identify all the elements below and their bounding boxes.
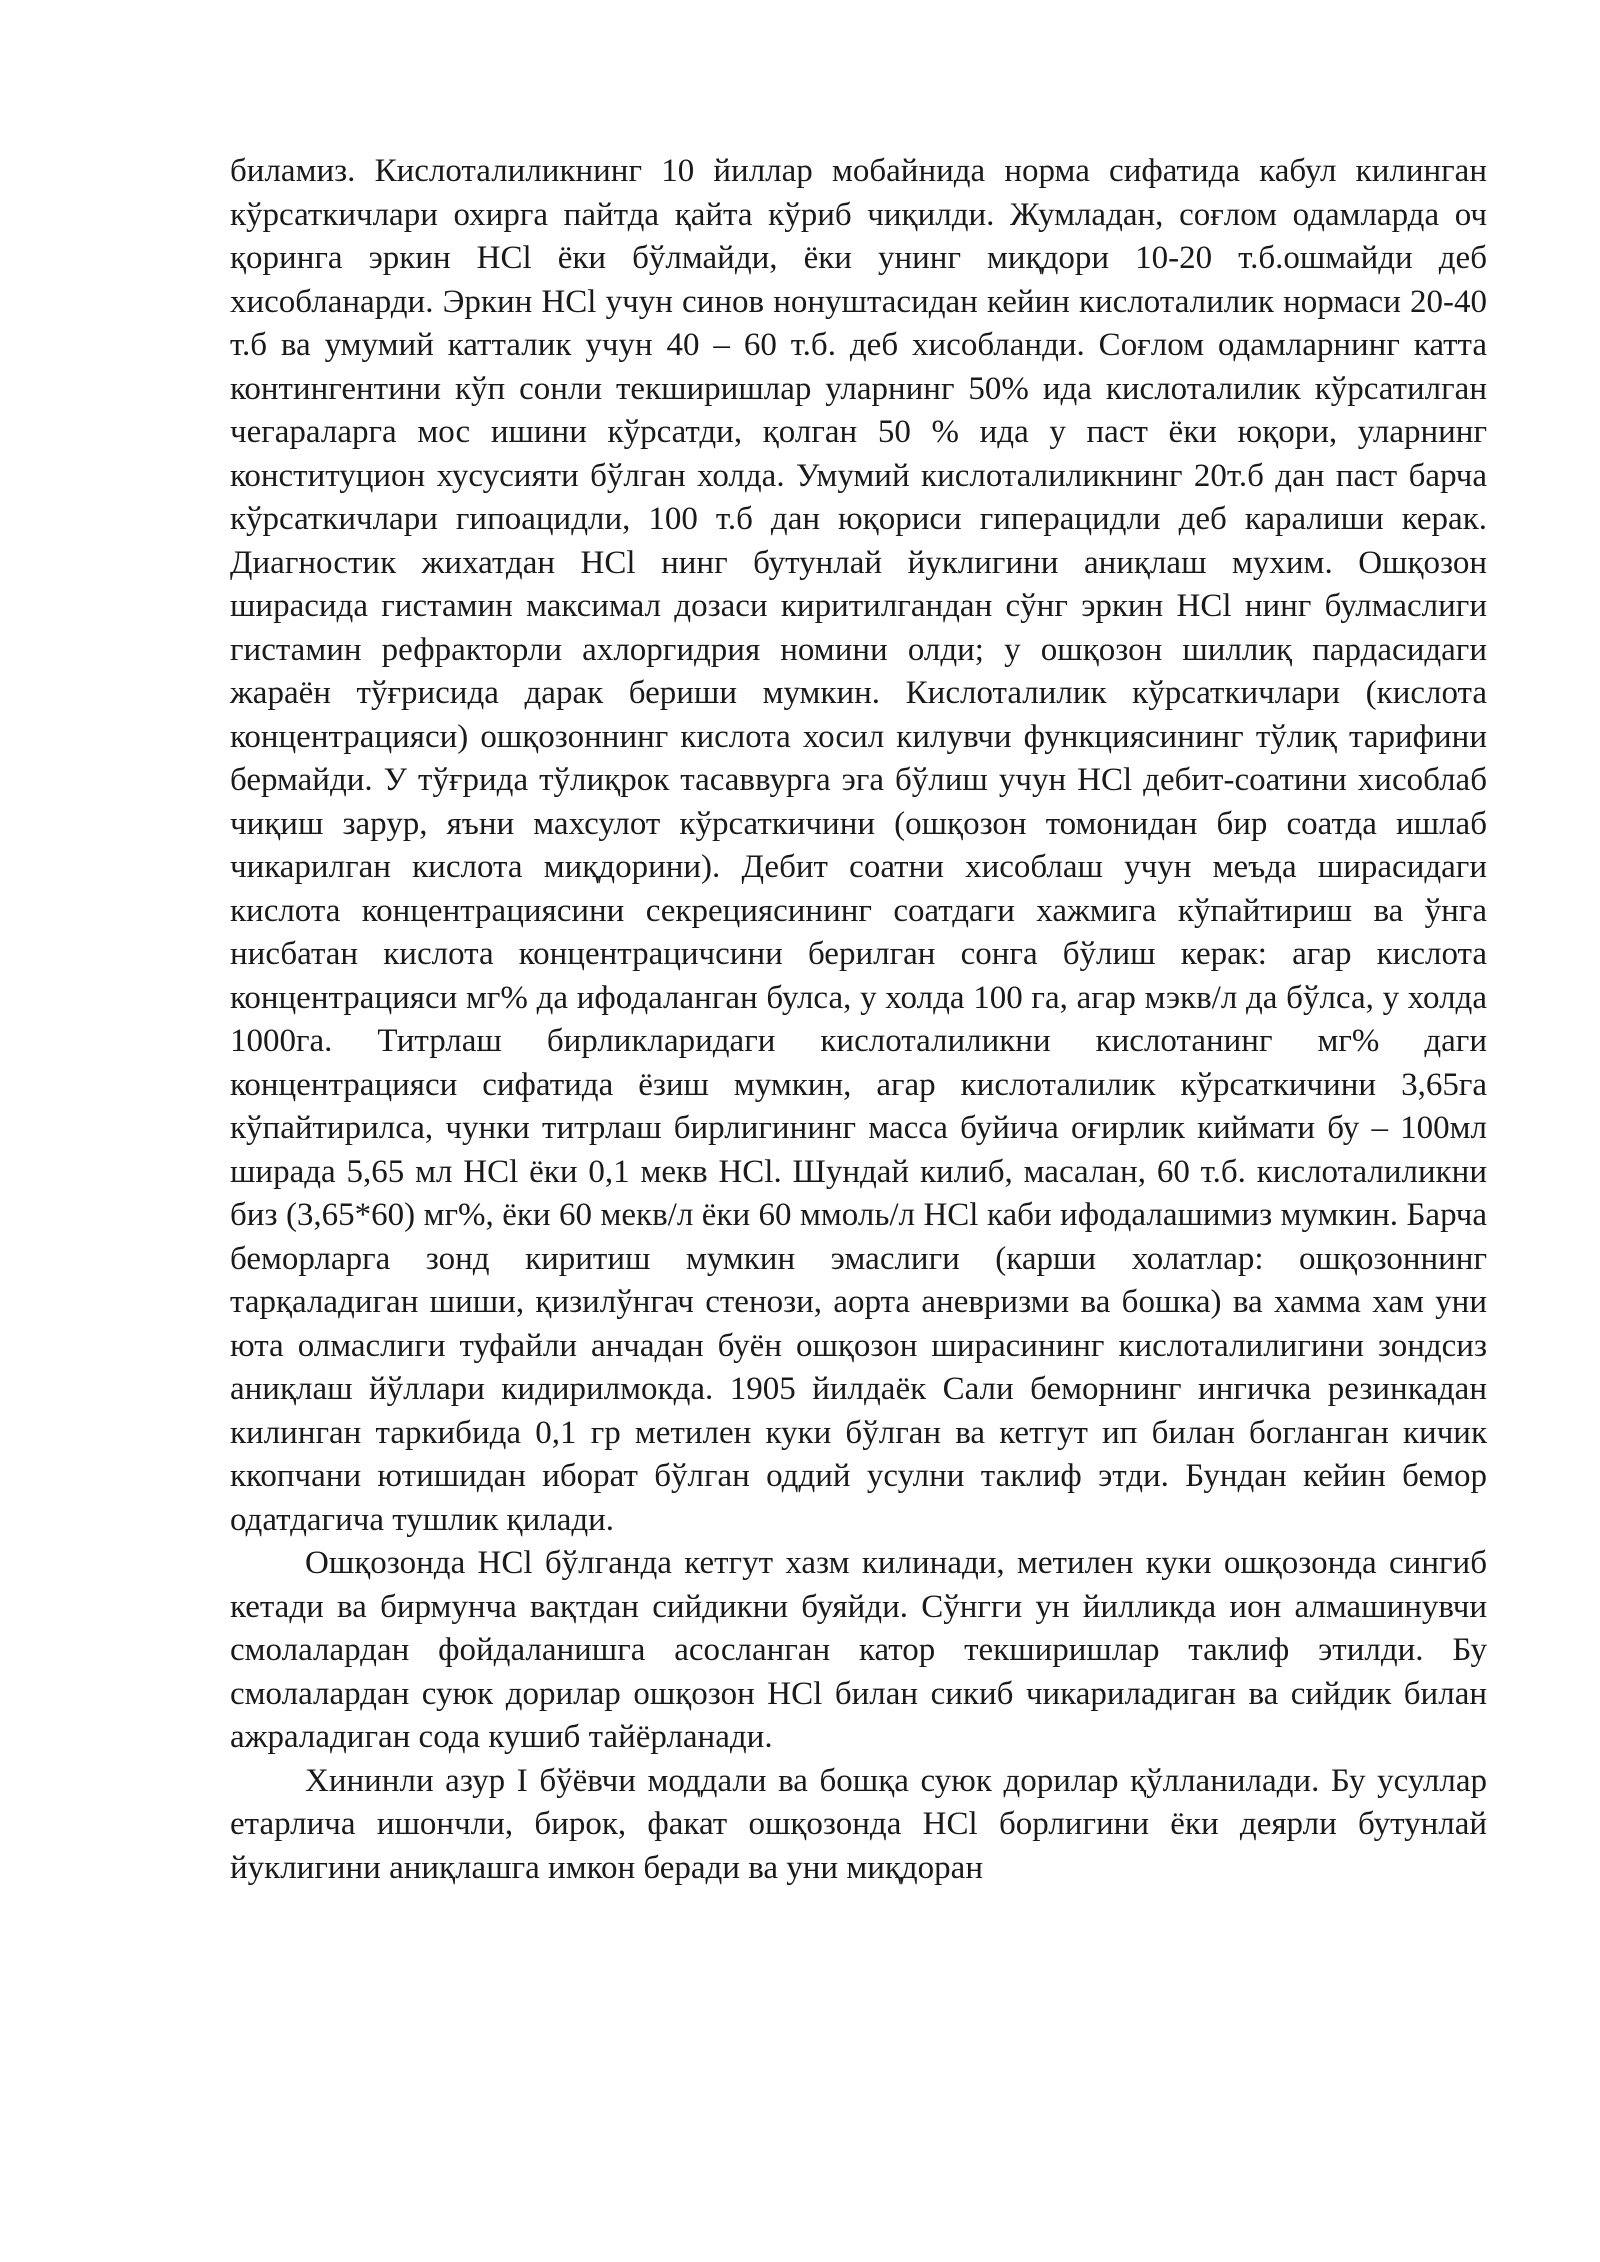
paragraph-3: Хининли азур I бўёвчи моддали ва бошқа суюк дорилар қўлланилади. Бу усуллар етарлича ишончли, бирок, факат ошқозонда HCl борлигини ёки деярли бутунлай йуклигини аниқлашга имкон беради ва уни миқдоран	[230, 1762, 1487, 1886]
paragraph-2: Ошқозонда HCl бўлганда кетгут хазм килинади, метилен куки ошқозонда сингиб кетади ва бирмунча вақтдан сийдикни буяйди. Сўнгги ун йилликда ион алмашинувчи смолалардан фойдаланишга асосланган катор текширишлар таклиф этилди. Бу смолалардан суюк дорилар ошқозон HCl билан сикиб чикариладиган ва сийдик билан ажраладиган сода кушиб тайёрланади.	[230, 1545, 1487, 1755]
paragraph-1: биламиз. Кислоталиликнинг 10 йиллар мобайнида норма сифатида кабул килинган кўрсаткичлари охирга пайтда қайта кўриб чиқилди. Жумладан, соғлом одамларда оч қоринга эркин HCl ёки бўлмайди, ёки унинг миқдори 10-20 т.б.ошмайди деб хисобланарди. Эркин HCl учун синов нонуштасидан кейин кислоталилик нормаси 20-40 т.б ва умумий катталик учун 40 – 60 т.б. деб хисобланди. Соғлом одамларнинг катта контингентини кўп сонли текширишлар уларнинг 50% ида кислоталилик кўрсатилган чегараларга мос ишини кўрсатди, қолган 50 % ида у паст ёки юқори, уларнинг конституцион хусусияти бўлган холда. Умумий кислоталиликнинг 20т.б дан паст барча кўрсаткичлари гипоацидли, 100 т.б дан юқориси гиперацидли деб каралиши керак. Диагностик жихатдан HCl нинг бутунлай йуклигини аниқлаш мухим. Ошқозон ширасида гистамин максимал дозаси киритилгандан сўнг эркин HCl нинг булмаслиги гистамин рефракторли ахлоргидрия номини олди; у ошқозон шиллиқ пардасидаги жараён тўғрисида дарак бериши мумкин. Кислоталилик кўрсаткичлари (кислота концентрацияси) ошқозоннинг кислота хосил килувчи функциясининг тўлиқ тарифини бермайди. У тўғрида тўлиқрок тасаввурга эга бўлиш учун HCl дебит-соатини хисоблаб чиқиш зарур, яъни махсулот кўрсаткичини (ошқозон томонидан бир соатда ишлаб чикарилган кислота миқдорини). Дебит соатни хисоблаш учун меъда ширасидаги кислота концентрациясини секрециясининг соатдаги хажмига кўпайтириш ва ўнга нисбатан кислота концентрацичсини берилган сонга бўлиш керак: агар кислота концентрацияси мг% да ифодаланган булса, у холда 100 га, агар мэкв/л да бўлса, у холда 1000га. Титрлаш бирликларидаги кислоталиликни кислотанинг мг% даги концентрацияси сифатида ёзиш мумкин, агар кислоталилик кўрсаткичини 3,65га кўпайтирилса, чунки титрлаш бирлигининг масса буйича оғирлик киймати бу – 100мл ширада 5,65 мл HCl ёки 0,1 мекв HCl. Шундай килиб, масалан, 60 т.б. кислоталиликни биз (3,65*60) мг%, ёки 60 мекв/л ёки 60 ммоль/л HCl каби ифодалашимиз мумкин. Барча беморларга зонд киритиш мумкин эмаслиги (карши холатлар: ошқозоннинг тарқаладиган шиши, қизилўнгач стенози, аорта аневризми ва бошка) ва хамма хам уни юта олмаслиги туфайли анчадан буён ошқозон ширасининг кислоталилигини зондсиз аниқлаш йўллари кидирилмокда. 1905 йилдаёк Сали беморнинг ингичка резинкадан килинган таркибида 0,1 гр метилен куки бўлган ва кетгут ип билан богланган кичик ккопчани ютишидан иборат бўлган оддий усулни таклиф этди. Бундан кейин бемор одатдагича тушлик қилади.	[230, 153, 1487, 1538]
document-body	[230, 150, 1487, 1890]
